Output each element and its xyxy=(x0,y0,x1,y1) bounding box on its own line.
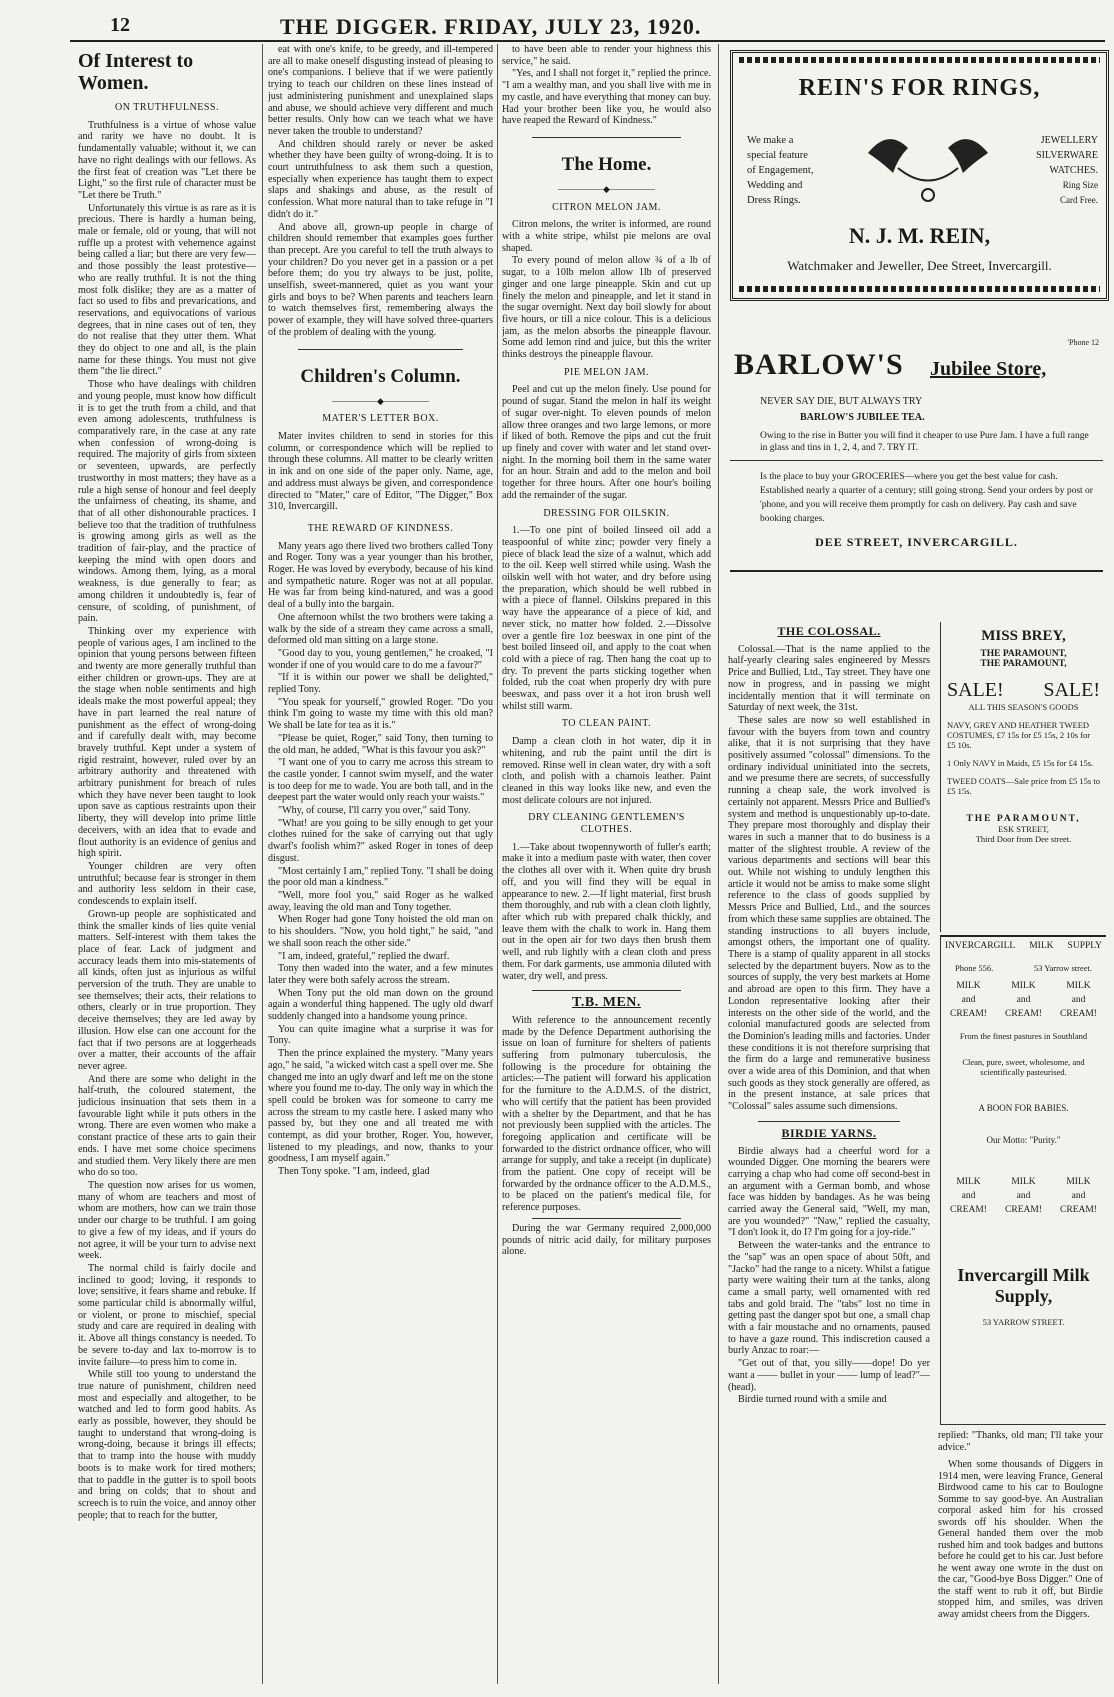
divider xyxy=(941,935,1106,937)
home-heading: The Home. xyxy=(561,153,652,175)
paragraph: Unfortunately this virtue is as rare as it is precious. There is hardly a human being, male or female, old or young, that will not ruffle up a protest with vehemence against being called a liar; but there are very few—and those possibly the least protestive—who are really truthful. It is not the thing most folk dislike; they are as a matter of fact so used to fibs and prevarications, and reservations, and equivocations of various degrees, that in nine cases out of ten, they do not realise that they utter them. What they do object to one and all, is the plain name for these things. You must not give them "the lie direct." xyxy=(78,202,256,378)
paragraph: "Please be quiet, Roger," said Tony, then turning to the old man, he added, "What is this favour you ask?" xyxy=(268,732,493,756)
paragraph: Many years ago there lived two brothers called Tony and Roger. Tony was a year younger than his brother, Roger. He was loved by everybody, because of his kind and sympathetic nature. Roger was not at all popular. He was far from being kind-natured, and was a good deal of a bully into the bargain. xyxy=(268,540,493,611)
masthead-rule xyxy=(70,40,1105,42)
barlow-title-2: Jubilee Store, xyxy=(930,358,1047,380)
barlow-address: DEE STREET, INVERCARGILL. xyxy=(815,535,1018,549)
paragraph: eat with one's knife, to be greedy, and ill-tempered are all to make oneself disgusting instead of pleasing to one's companions. I believe that if we were patiently trying to teach our children on these lines instead of just administering punishment and unexplained slaps and abuse, we should achieve very different and much better results. Only how can we teach what we have never taken the trouble to understand? xyxy=(268,44,493,137)
birdie-continued xyxy=(938,1430,1103,1680)
paragraph: Birdie always had a cheerful word for a wounded Digger. One morning the bearers were carrying a chap who had come off second-best in an argument with a German bomb, and whose face was hidden by bandages. As he was being carried away the General said, "Well, my man, are you wounded?" "Naw," replied the casualty, "I don't look it, do I? I'm going for a joy-ride." xyxy=(728,1145,930,1239)
rein-right-text: JEWELLERY SILVERWARE WATCHES. Ring Size Card Free. xyxy=(1036,135,1098,205)
paragraph: "Get out of that, you silly——dope! Do yer want a —— bullet in your —— lump of lead?"—(head). xyxy=(728,1358,930,1393)
milk-header: INVERCARGILL MILK SUPPLY xyxy=(945,941,1102,951)
newspaper-title: THE DIGGER. FRIDAY, JULY 23, 1920. xyxy=(280,14,702,39)
miss-brey-ad: MISS BREY, THE PARAMOUNT, THE PARAMOUNT, SALE! SALE! ALL THIS SEASON'S GOODS NAVY, GREY AND HEATHER TWEED COSTUMES, £7 15s for £5 15s, 2 10s for £5 10s. 1 Only NAVY in Maids, £5 15s for £4 15s. TWEED COATS—Sale price from £5 15s to £5 15s. THE PARAMOUNT, ESK STREET, Third Door from Dee street. xyxy=(940,622,1106,932)
paragraph: These sales are now so well established in favour with the buyers from town and country alike, that it is not surprising that they have positively assumed "colossal" dimensions. To the ordinary individual uninitiated into the secrets, and we presume there are secrets, of successfully running a cheap sale, the work involved is certainly not apparent. Messrs Price and Bullied's system and method is unquestionably up-to-date. They prepare most thoroughly and display their wares in such a manner that to do business is a matter of the slightest trouble. A review of the various departments and sections will bear this out. While not wishing to unduly lengthen this article it would not be amiss to make some slight reference to the class of goods supplied by Messrs Price and Bullied, Ltd., and the sources from which these same supplies are obtained. The standing instructions to all buyers include, amongst others, the important one of quality. There is a stamp of quality apparent in all stocks selected by the department buyers. Now as to the sources of supply, the very best markets at Home and abroad are open to this firm. They have a London representative looking after their interests on the other side of the world, and the colonial manufactured goods are selected from the Dominion's leading mills and factories. Under these conditions it is not therefore surprising that the firm do a large and remunerative business over a wide area of this Dominion, and that when such goods as they stock generally are offered, as in the present instance, at sale prices that "Colossal" sales assume such dimensions. xyxy=(728,714,930,1113)
page-number: 12 xyxy=(110,14,130,36)
paragraph: replied: "Thanks, old man; I'll take your advice." xyxy=(938,1430,1103,1453)
paragraph: Truthfulness is a virtue of whose value and rarity we have no doubt. It is fundamentally valuable; without it, we can have no right dealings with our fellows. As the first feat of creation was "Let there be Light," so the first rule of character must be "Let there be Truth." xyxy=(78,119,256,201)
oilskin-heading: DRESSING FOR OILSKIN. xyxy=(543,507,670,519)
birdie-heading: BIRDIE YARNS. xyxy=(781,1125,877,1140)
divider xyxy=(730,460,1103,461)
paragraph: 1.—Take about twopennyworth of fuller's earth; make it into a medium paste with water, then cover the clothes all over with it. When quite dry brush off, and you will find they will be equal in appearance to new. 2.—If light material, first brush them thoroughly, and rub with a clean cloth lightly, after which rub with prepared chalk thickly, and leave them with the chalk to work in. Hang them out in the open air for two days then brush them well, and rub lightly with a clean cloth and press them. For dark garments, use ammonia diluted with water, dry well, and press. xyxy=(502,841,711,982)
ornament-divider: —————◆————— xyxy=(332,395,429,406)
paragraph: Then the prince explained the mystery. "Many years ago," he said, "a wicked witch cast a spell over me. She changed me into an ugly dwarf and left me on the stone where you found me to-day. The only way in which the spell could be broken was for someone to carry me across the stream to my castle here. I asked many who passed by, but they one and all treated me with contempt, as did your brother, Roger. You, however, listened to my pleadings, and now, thanks to your goodness, I am myself again." xyxy=(268,1048,493,1165)
column-children xyxy=(268,44,493,1684)
paragraph: When some thousands of Diggers in 1914 men, were leaving France, General Birdwood came to his car to Boulogne Somme to say good-bye. An Australian corporal asked him for his crossed swords off his shoulder. When the General handed them over the mob rushed him and took badges and buttons before he could get to his car. Just before he went away one wrote in the dust on the car, "Good-bye Boss Digger." One of the staff went to rub it off, but Birdie stopped him, and smiles, was driven away amidst cheers from the Diggers. xyxy=(938,1459,1103,1620)
paragraph: "Why, of course, I'll carry you over," said Tony. xyxy=(278,805,471,817)
paragraph: Peel and cut up the melon finely. Use pound for pound of sugar. Stand the melon in half its weight of sugar over-night. To eleven pounds of melon allow three oranges and two large lemons, or more if liked of both. Remove the pips and cut the fruit up finely and cover with water and let stand over-night. In the morning boil them in the same water for an hour. Strain and add to the melon and boil together for three hours. After one hour's boiling add the remainder of the sugar. xyxy=(502,384,711,501)
barlow-phone: 'Phone 12 xyxy=(1067,338,1099,347)
paragraph: During the war Germany required 2,000,000 pounds of nitric acid daily, for military purposes alone. xyxy=(502,1222,711,1258)
column-rule xyxy=(497,44,498,1684)
paragraph: And there are some who delight in the half-truth, the coloured statement, the judicious insinuation that sets them in a favourable light while it puts others in the wrong. There are even women who make a constant practice of these arts to gain their ends. I have met some choice specimens and studied them. Very likely there are men who do so too. xyxy=(78,1073,256,1179)
dry-cleaning-heading: DRY CLEANING GENTLEMEN'S CLOTHES. xyxy=(528,812,685,836)
paragraph: And children should rarely or never be asked whether they have been guilty of wrong-doing. It is to court untruthfulness to ask them such a question, especially when experience has taught them to expect slaps and shakings and abuse, as the result of confession. What more natural than to take refuge in "I didn't do it." xyxy=(268,138,493,220)
women-subheading: ON TRUTHFULNESS. xyxy=(115,102,219,113)
reward-heading: THE REWARD OF KINDNESS. xyxy=(307,522,454,534)
barlow-butter: Owing to the rise in Butter you will find it cheaper to use Pure Jam. I have a full range in glass and tins in 1, 2, 4, and 7. TRY IT. xyxy=(760,431,1089,453)
swallows-icon xyxy=(848,123,1008,213)
column-rule xyxy=(262,44,263,1684)
paragraph: Those who have dealings with children and young people, must know how difficult it is to get the truth from a child, and that even among adolescents, truthfulness is comparatively rare, in the case at any rate when confession of wrong-doing is required. The majority of girls from sixteen or seventeen, upwards, are perfectly trustworthy in most matters; they have as a rule a high sense of honour and feel deeply the unfairness of cheating, its shame, and that of all other dishonourable practices. I believe too that the tradition of truthfulness is growing among girls as well as the tradition of fair-play, and the practice of keeping the mind with open doors and windows. Among them, lying, as a moral weakness, is due generally to fear; as among children it undoubtedly is, fear of censure, of scolding, of punishment, of pain. xyxy=(78,379,256,625)
paragraph: to have been able to render your highness this service," he said. xyxy=(502,44,711,67)
paragraph: "What! are you going to be silly enough to get your clothes ruined for the sake of carrying out that ugly dwarf's foolish whim?" asked Roger in tones of deep disgust. xyxy=(268,817,493,864)
paragraph: One afternoon whilst the two brothers were taking a walk by the side of a stream they came across a small, deformed old man sitting on a large stone. xyxy=(268,611,493,647)
paragraph: "You speak for yourself," growled Roger. "Do you think I'm going to waste my time with this old man? We shall be late for tea as it is." xyxy=(268,696,493,732)
paragraph: "Yes, and I shall not forget it," replied the prince. "I am a wealthy man, and you shall live with me in my castle, and have everything that money can buy. Had your brother been like you, he would also have reaped the Reward of Kindness." xyxy=(502,68,711,127)
tb-heading: T.B. MEN. xyxy=(572,995,641,1011)
paragraph: Tony then waded into the water, and a few minutes later they were both safely across the stream. xyxy=(268,963,493,986)
column-home xyxy=(502,44,711,1684)
rein-left-text: We make a special feature of Engagement, Wedding and Dress Rings. xyxy=(747,135,814,206)
column-women xyxy=(78,44,256,1684)
paragraph: Then Tony spoke. "I am, indeed, glad xyxy=(278,1166,430,1178)
paragraph: The question now arises for us women, many of whom are teachers and most of whom are mothers, how can we train those under our charge to be truthful. I am going to give a few of my ideas, and if yours do not agree, it will be your turn to advise next week. xyxy=(78,1179,256,1262)
paragraph: Damp a clean cloth in hot water, dip it in whitening, and rub the paint until the dirt is removed. Rinse well in clean water, dry with a soft cloth, and polish with a chamois leather. Paint cleaned in this way looks like new, and even the most delicate colours are not injured. xyxy=(502,736,711,806)
column-rule xyxy=(718,44,719,1684)
paragraph: "I want one of you to carry me across this stream to the castle yonder. I cannot swim myself, and the water is too deep for me to wade. You are both tall, and in the deepest part the water would only reach your waists." xyxy=(268,757,493,804)
chain-border xyxy=(739,286,1100,292)
women-heading: Of Interest to Women. xyxy=(78,50,194,94)
paragraph: When Tony put the old man down on the ground again a wonderful thing happened. The ugly old dwarf suddenly changed into a handsome young prince. xyxy=(268,987,493,1023)
paragraph: "Well, more fool you," said Roger as he walked away, leaving the old man and Tony together. xyxy=(268,890,493,913)
paragraph: To every pound of melon allow ¾ of a lb of sugar, to a 10lb melon allow 1lb of preserved ginger and one large pineapple. Skin and cut up finely the melon and pineapple, and let it stand in the sugar overnight. Next day boil slowly for about five hours, or till a nice colour. This is a delicious jam, as the melon absorbs the pineapple flavour. Some add lemon rind and juice, but this the writer thinks destroys the pineapple flavour. xyxy=(502,255,711,361)
paragraph: Thinking over my experience with people of various ages, I am inclined to the opinion that young persons between fifteen and twenty are more generally truthful than either children or grown-ups. They are at the stage when noble sentiments and high ideals make the most powerful appeal; they have in part learned the real nature of punishment as the effect of wrong-doing and if carefully dealt with, may become bravely truthful. Kept under a system of rigid restraint, however, ruled over by an arbitrary authority and threatened with arbitrary punishment for breach of rules which they have never been taught to look upon save as captious restraints upon their liberty, they will develop into prime little deceivers, with an idea that to evade and flout authority is an evidence of genius and high spirit. xyxy=(78,625,256,860)
divider xyxy=(298,349,463,350)
divider xyxy=(532,1218,681,1219)
paragraph: When Roger had gone Tony hoisted the old man on to his shoulders. "Now, you hold tight," he said, "and we shall soon reach the other side." xyxy=(268,914,493,949)
paragraph: Between the water-tanks and the entrance to the "sap" was an open space of about 50ft, and "Jacko" had the range to a nicety. Whilst a fatigue party were waiting their turn at the tanks, along came a small party, well ornamented with red tabs and gold braid. The "tabs" lost no time in getting past the danger spot but one, a small chap with a fair moustache and no ornaments, paused to have a gaze round. This indiscretion caused a burly Anzac to roar:— xyxy=(728,1240,930,1357)
column-colossal xyxy=(728,620,930,1680)
paragraph: "If it is within our power we shall be delighted," replied Tony. xyxy=(268,672,493,696)
milk-cream-row: MILK and CREAM! MILK and CREAM! MILK and CREAM! xyxy=(950,981,1097,1019)
paragraph: Younger children are very often untruthful; because fear is stronger in them and authority less seldom in their case, condescends to explain itself. xyxy=(78,861,256,908)
milk-cream-row: MILK and CREAM! MILK and CREAM! MILK and CREAM! xyxy=(950,1177,1097,1215)
barlow-ad xyxy=(730,330,1103,590)
paragraph: Mater invites children to send in stories for this column, or correspondence which will be replied to through these columns. All matter to be clearly written in ink and on one side of the paper only. Name, age, and address must always be given, and correspondence directed to "Mater," care of Editor, "The Digger," Box 310, Invercargill. xyxy=(268,430,493,513)
ornament-divider: —————◆————— xyxy=(558,183,655,194)
chain-border xyxy=(739,57,1100,63)
divider xyxy=(730,570,1103,572)
paragraph: The normal child is fairly docile and inclined to good; loving, it responds to love; sensitive, it fears shame and rebuke. If some particular child is abnormally wilful, or violent, or prone to mischief, special study and care are required in dealing with it. Above all things constancy is needed. To be severe to-day and lax to-morrow is to invite failure—to press him to come in. xyxy=(78,1262,256,1368)
paint-heading: TO CLEAN PAINT. xyxy=(561,718,652,730)
paragraph: "I am, indeed, grateful," replied the dwarf. xyxy=(278,950,450,962)
paragraph: 1.—To one pint of boiled linseed oil add a teaspoonful of white zinc; powder very finely a piece of black lead the size of a walnut, which add to the oil. Keep well stirred while using. Wash the oilskin well with hot water, and dry before using the preparation, which should be well rubbed in with a piece of flannel. Oilskins prepared in this way have the appearance of a piece of kid, and never stick, no matter how folded. 2.—Dissolve over a gentle fire 1oz beeswax in one pint of the best boiled linseed oil, and apply to the coat when cold with a piece of rag. Then hang the coat up to dry. To prevent the parts sticking together when folded, rub the coat when properly dry with pure beeswax, and pass over it a hot iron brush well whilst still warm. xyxy=(502,525,711,712)
divider xyxy=(532,137,681,138)
paragraph: Grown-up people are sophisticated and think the smaller kinds of lies quite venial matters. Self-interest with them takes the place of fear. Lack of judgment and accuracy leads them into mis-statements of all kinds, often just as injurious as wilful perversion of the truth. They are unable to see themselves; their acts, their relations to others, clearly or in true proportion. They deceive themselves; they are led away by illusion. How else can one account for the fact that if two persons are at loggerheads over a matter, their accounts of the affair never agree. xyxy=(78,908,256,1072)
paragraph: Colossal.—That is the name applied to the half-yearly clearing sales engineered by Messrs Price and Bullied, Ltd., Tay street. They have one now in progress, and in passing we might incidentally mention that it will terminate on Saturday of next week, the 31st. xyxy=(728,643,930,714)
paragraph: "Good day to you, young gentlemen," he croaked, "I wonder if one of you would care to do me a favour?" xyxy=(268,647,493,671)
masthead xyxy=(70,8,1070,38)
divider xyxy=(758,1121,900,1122)
barlow-title: BARLOW'S xyxy=(734,348,904,381)
barlow-tea: BARLOW'S JUBILEE TEA. xyxy=(800,412,925,423)
paragraph: You can quite imagine what a surprise it was for Tony. xyxy=(268,1023,493,1047)
barlow-slogan: NEVER SAY DIE, BUT ALWAYS TRY xyxy=(760,396,923,407)
pie-heading: PIE MELON JAM. xyxy=(563,366,650,378)
paragraph: And above all, grown-up people in charge of children should remember that examples goes further than precept. Are you careful to tell the truth always to your children? Do you never get in a passion or a pet before them; do you try always to be just, polite, unselfish, sweet-mannered, quiet as you want your girls and boys to be? When parents and teachers learn to watch themselves first, remembering always the power of example, they will have solved three-quarters of the problem of dealing with the young. xyxy=(268,221,493,338)
rein-name: N. J. M. REIN, xyxy=(848,223,991,248)
rein-tagline: Watchmaker and Jeweller, Dee Street, Invercargill. xyxy=(787,258,1052,273)
paragraph: Citron melons, the writer is informed, are round with a white stripe, whilst pie melons are oval shaped. xyxy=(502,219,711,254)
milk-big-title: Invercargill Milk xyxy=(957,1265,1090,1285)
colossal-heading: THE COLOSSAL. xyxy=(777,624,881,638)
barlow-groceries: Is the place to buy your GROCERIES—where you get the best value for cash. Established nearly a quarter of a century; still going strong. Send your orders by post or 'phone, and you will receive them promptly for cash on delivery. Pay cash and save booking charges. xyxy=(760,472,1093,524)
divider xyxy=(532,990,681,991)
rein-ad xyxy=(730,50,1109,301)
rein-title: REIN'S FOR RINGS, xyxy=(798,75,1041,101)
paragraph: "Most certainly I am," replied Tony. "I shall be doing the poor old man a kindness." xyxy=(268,865,493,889)
citron-heading: CITRON MELON JAM. xyxy=(552,201,661,213)
paragraph: Birdie turned round with a smile and xyxy=(738,1394,887,1406)
children-heading: Children's Column. xyxy=(300,365,461,387)
brey-title: MISS BREY, xyxy=(981,628,1066,644)
paragraph: While still too young to understand the true nature of punishment, children need most and especially and altogether, to be watched and led to form good habits. As early as possible, however, they should be taught to understand that wrong-doing is wrong-doing, because it brings ill effects; that to tramp into the house with muddy boots is to make work for tired mothers; that to paddle in the gutter is to spoil boots and bring on colds; that to shout and screech is to ruin the voice, and annoy other people; that to reach for the butter, xyxy=(78,1369,256,1521)
sale-banner: SALE! SALE! xyxy=(947,679,1100,701)
letterbox-heading: MATER'S LETTER BOX. xyxy=(322,413,439,425)
milk-supply-ad: INVERCARGILL MILK SUPPLY Phone 556. 53 Yarrow street. MILK and CREAM! MILK and CREAM! MILK and CREAM! From the finest pastures in Southland Clean, pure, sweet, wholesome, and scientifically pasteurised. A BOON FOR BABIES. Our Motto: "Purity." MILK and CREAM! MILK and CREAM! MILK and CREAM! Invercargill Milk Supply, 53 YARROW STREET. xyxy=(940,935,1106,1425)
paragraph: With reference to the announcement recently made by the Defence Department authorising the issue on loan of furniture for shelters of patients suffering from pulmonary tuberculosis, the following is the procedure for obtaining the articles:—The patient will forward his application for the furniture to the A.D.M.S. of the district, who will certify that the patient has been provided with a shelter by the Department, and that he has not previously been supplied with the articles. The foregoing application and certificate will be forwarded to the district ordnance officer, who will arrange for supply, and take a receipt (in duplicate) from the patient. One copy of receipt will be forwarded by the ordnance officer to the A.D.M.S., to be placed on the patient's medical file, for reference purposes. xyxy=(502,1014,711,1214)
divider xyxy=(941,1424,1106,1425)
